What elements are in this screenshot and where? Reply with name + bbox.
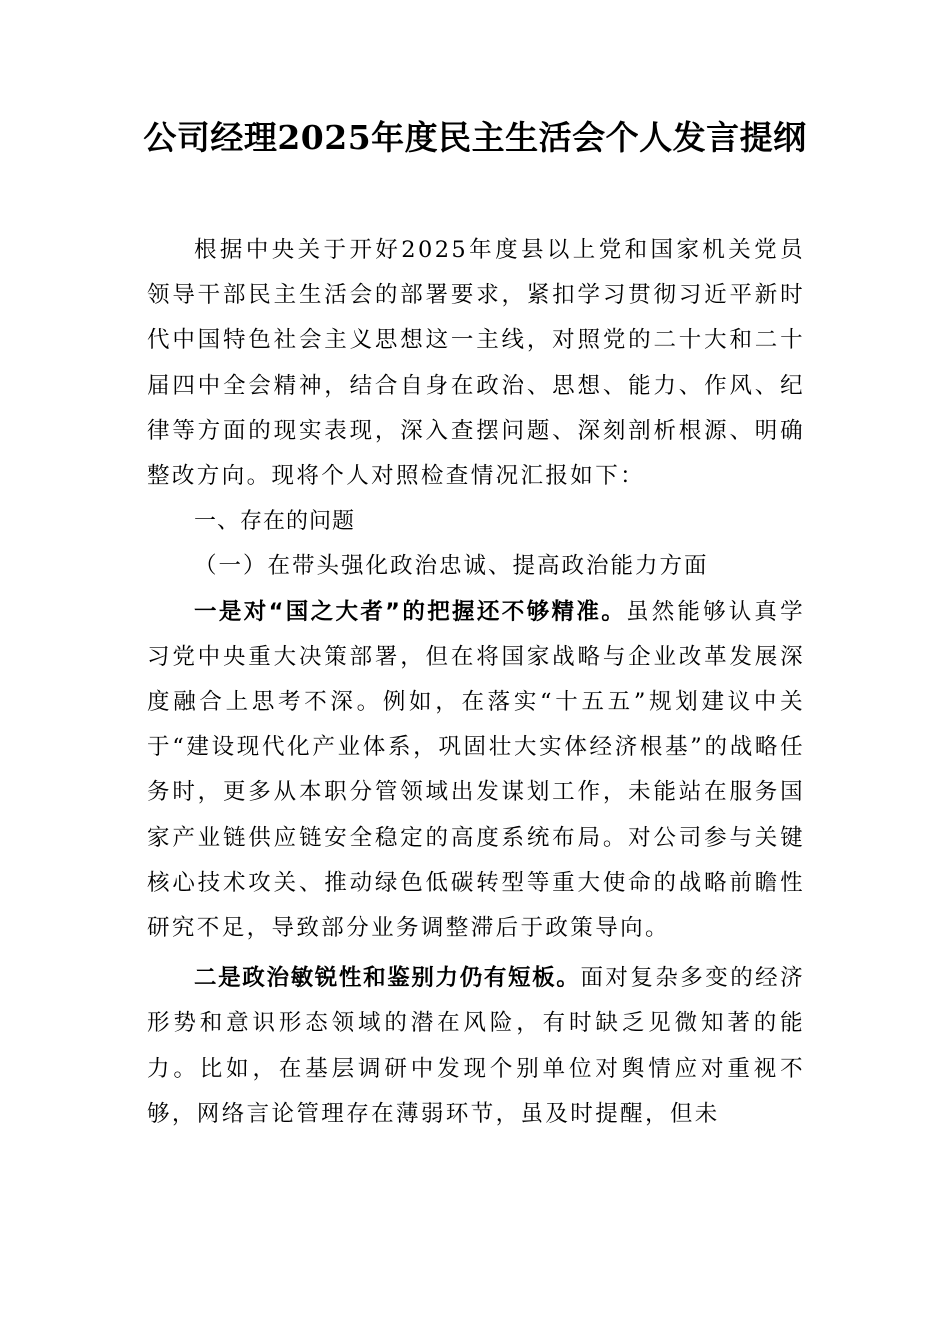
point-2-lead: 二是政治敏锐性和鉴别力仍有短板。 bbox=[194, 965, 581, 992]
point-1-lead: 一是对“国之大者”的把握还不够精准。 bbox=[194, 598, 627, 625]
intro-paragraph: 根据中央关于开好2025年度县以上党和国家机关党员领导干部民主生活会的部署要求，紧扣学习贯彻习近平新时代中国特色社会主义思想这一主线，对照党的二十大和二十届四中全会精神，结合自身在政治、思想、能力、作风、纪律等方面的现实表现，深入查摆问题、深刻剖析根源、明确整改方向。现将个人对照检查情况汇报如下： bbox=[147, 237, 805, 490]
subsection-heading-political-loyalty: （一）在带头强化政治忠诚、提高政治能力方面 bbox=[194, 553, 709, 580]
point-paragraph-1 bbox=[147, 590, 805, 952]
section-heading-problems: 一、存在的问题 bbox=[194, 509, 356, 535]
point-paragraph-2 bbox=[147, 956, 805, 1137]
point-2-text: 面对复杂多变的经济形势和意识形态领域的潜在风险，有时缺乏见微知著的能力。比如，在基层调研中发现个别单位对舆情应对重视不够，网络言论管理存在薄弱环节，虽及时提醒，但未 bbox=[147, 965, 805, 1127]
point-1-text: 虽然能够认真学习党中央重大决策部署，但在将国家战略与企业改革发展深度融合上思考不深。例如，在落实“十五五”规划建议中关于“建设现代化产业体系，巩固壮大实体经济根基”的战略任务时，更多从本职分管领域出发谋划工作，未能站在服务国家产业链供应链安全稳定的高度系统布局。对公司参与关键核心技术攻关、推动绿色低碳转型等重大使命的战略前瞻性研究不足，导致部分业务调整滞后于政策导向。 bbox=[147, 598, 805, 942]
document-title: 公司经理2025年度民主生活会个人发言提纲 bbox=[143, 118, 807, 157]
document-body bbox=[147, 228, 805, 1137]
